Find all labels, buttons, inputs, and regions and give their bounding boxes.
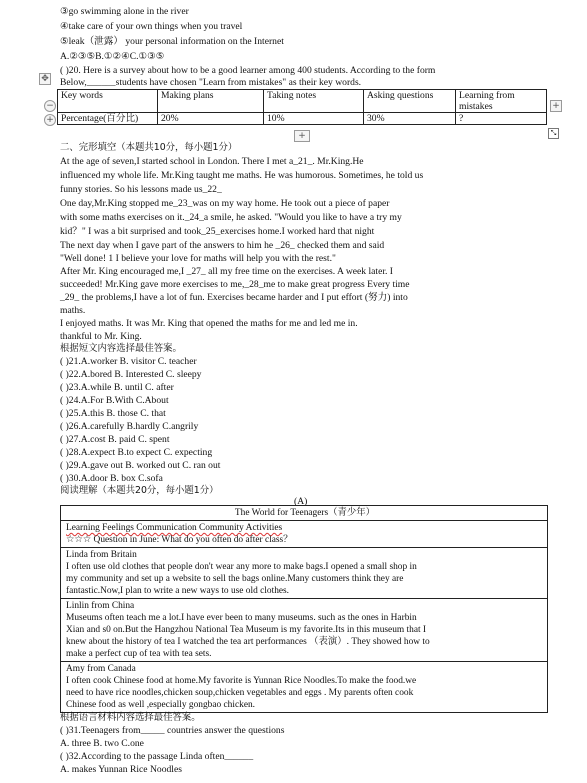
cloze-line: kid？" I was a bit surprised and took_25_exercises home.I worked hard that night — [60, 226, 375, 237]
entry-line: Museums often teach me a lot.I have ever been to many museums. such as the ones in Harbin — [66, 613, 417, 623]
add-row-icon[interactable]: + — [294, 130, 310, 142]
choice-item: ( )25.A.this B. those C. that — [60, 408, 166, 419]
choose-instructions: 根据短文内容选择最佳答案。 — [60, 343, 182, 354]
entry-line: I often use old clothes that people don't wear any more to make bags.I opened a small shop in — [66, 562, 417, 572]
cloze-line: At the age of seven,I started school in London. There I met a_21_. Mr.King.He — [60, 156, 364, 167]
cloze-line: maths. — [60, 305, 86, 316]
choice-item: ( )21.A.worker B. visitor C. teacher — [60, 356, 197, 367]
choice-item: ( )30.A.door B. box C.sofa — [60, 473, 163, 484]
cloze-line: I enjoyed maths. It was Mr. King that opened the maths for me and led me in. — [60, 318, 358, 329]
choice-item: ( )24.A.For B.With C.About — [60, 395, 169, 406]
choose2-instructions: 根据语言材料内容选择最佳答案。 — [60, 712, 201, 723]
survey-cell: 30% — [364, 113, 456, 125]
world-question: ☆☆☆ Question in June: What do you often do after class？ — [66, 535, 293, 545]
passage-label: (A) — [294, 496, 308, 507]
table-move-handle-icon[interactable]: ✥ — [39, 73, 51, 85]
cloze-line: After Mr. King encouraged me,I _27_ all my free time on the exercises. A week later. I — [60, 266, 394, 277]
option-4: ④take care of your own things when you travel — [60, 21, 243, 32]
entry-line: fantastic.Now,I plan to write a new ways to use old clothes. — [66, 586, 290, 596]
cloze-line: "Well done! 1 I believe your love for maths will help you with the rest." — [60, 253, 336, 264]
survey-header-cell: Asking questions — [364, 90, 456, 113]
survey-header-cell: Taking notes — [264, 90, 364, 113]
option-3: ③go swimming alone in the river — [60, 6, 189, 17]
entry-line: Xian and s0 on.But the Hangzhou National Tea Museum is my favorite.Its in this museum that I — [66, 625, 427, 635]
cloze-line: funny stories. So his lessons made us_22_ — [60, 184, 222, 195]
survey-header-cell: Making plans — [158, 90, 264, 113]
survey-cell: 20% — [158, 113, 264, 125]
cloze-line: The next day when I gave part of the answers to him he _26_ checked them and said — [60, 240, 385, 251]
cloze-line: influenced my whole life. Mr.King taught me maths. He was humorous. Sometimes, he told us — [60, 170, 424, 181]
cloze-line: thankful to Mr. King. — [60, 331, 142, 342]
table-resize-icon[interactable]: ⤡ — [548, 128, 559, 139]
choice-item: A. makes Yunnan Rice Noodles — [60, 764, 182, 775]
cloze-line: _29_ the problems,I have a lot of fun. Exercises became harder and I put effort (努力) into — [60, 292, 408, 303]
reading-section-title: 阅读理解（本题共20分，每小题1分） — [60, 485, 219, 496]
entry-amy — [61, 662, 548, 713]
add-column-icon[interactable]: + — [550, 100, 562, 112]
answer-options: A.②③⑤B.①②④C.①③⑤ — [60, 51, 165, 62]
world-menu-cell — [61, 521, 548, 548]
entry-linda — [61, 548, 548, 599]
choice-item: ( )29.A.gave out B. worked out C. ran out — [60, 460, 221, 471]
survey-cell: ? — [456, 113, 547, 125]
cloze-line: succeeded! Mr.King gave more exercises to me,_28_me to make great progress Every time — [60, 279, 410, 290]
question-20-cont: Below,______students have chosen "Learn from mistakes" as their key words. — [60, 77, 362, 88]
choice-item: ( )26.A.carefully B.hardly C.angrily — [60, 421, 199, 432]
cloze-line: with some maths exercises on it._24_a smile, he asked. "Would you like to have a try my — [60, 212, 402, 223]
entry-linlin — [61, 599, 548, 662]
question-20: ( )20. Here is a survey about how to be a good learner among 400 students. According to the form — [60, 65, 436, 76]
entry-line: my community and set up a website to sell the bags online.Many customers think they are — [66, 574, 404, 584]
row-delete-icon[interactable]: − — [44, 100, 56, 112]
world-title: The World for Teenagers（青少年） — [61, 506, 548, 521]
survey-header-cell: Key words — [58, 90, 158, 113]
cloze-line: One day,Mr.King stopped me_23_was on my way home. He took out a piece of paper — [60, 198, 390, 209]
choice-item: ( )31.Teenagers from_____ countries answer the questions — [60, 725, 285, 736]
world-menu: Learning Feelings Communication Community Activities — [66, 523, 283, 533]
survey-data-row — [58, 113, 547, 125]
cloze-section-title: 二、完形填空（本题共10分，每小题1分） — [60, 142, 238, 153]
entry-author: Linda from Britain — [66, 550, 137, 560]
entry-line: knew about the history of tea I watched the tea art performances （表演）. They showed how to — [66, 637, 430, 647]
entry-line: need to have rice noodles,chicken soup,chicken vegetables and eggs . My parents often cook — [66, 688, 414, 698]
choice-item: ( )23.A.while B. until C. after — [60, 382, 174, 393]
entry-author: Amy from Canada — [66, 664, 136, 674]
survey-header-cell: Learning from mistakes — [456, 90, 547, 113]
entry-line: I often cook Chinese food at home.My favorite is Yunnan Rice Noodles.To make the food.we — [66, 676, 417, 686]
choice-item: ( )32.According to the passage Linda often______ — [60, 751, 254, 762]
world-table — [60, 505, 548, 713]
choice-item: ( )27.A.cost B. paid C. spent — [60, 434, 170, 445]
choice-item: ( )28.A.expect B.to expect C. expecting — [60, 447, 213, 458]
entry-line: Chinese food as well ,especially gongbao chicken. — [66, 700, 256, 710]
survey-header-row — [58, 90, 547, 113]
choice-item: A. three B. two C.one — [60, 738, 144, 749]
choice-item: ( )22.A.bored B. Interested C. sleepy — [60, 369, 202, 380]
entry-line: make a perfect cup of tea with tea sets. — [66, 649, 212, 659]
survey-cell: 10% — [264, 113, 364, 125]
entry-author: Linlin from China — [66, 601, 135, 611]
option-5: ⑤leak（泄露） your personal information on the Internet — [60, 36, 284, 47]
survey-table — [57, 89, 547, 125]
row-insert-icon[interactable]: + — [44, 114, 56, 126]
survey-cell: Percentage(百分比) — [58, 113, 158, 125]
